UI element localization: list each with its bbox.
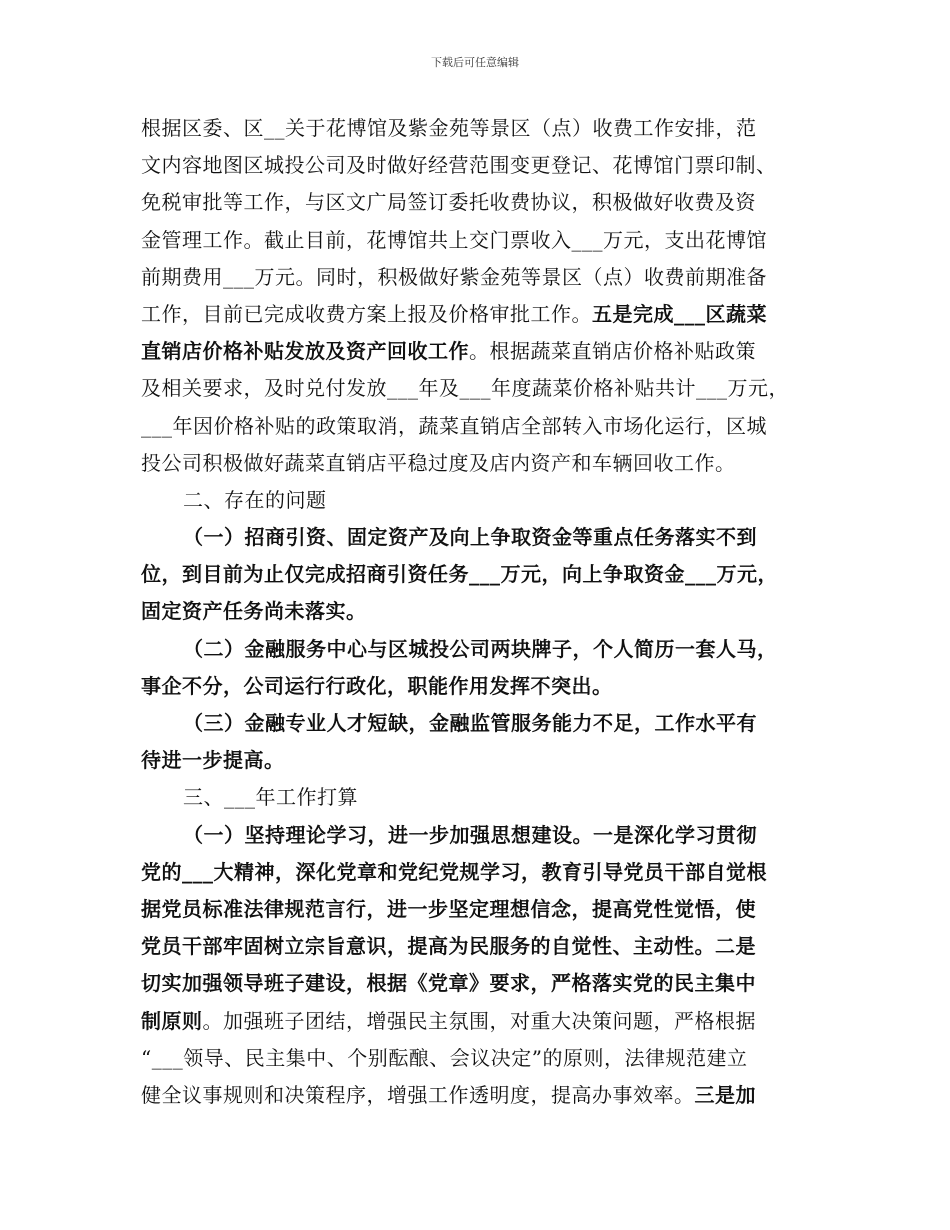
text-line [141,556,821,593]
text-line [141,1003,821,1040]
text-line [141,1040,821,1077]
text-line [141,370,821,407]
text-segment: 三、___年工作打算 [183,785,358,810]
bold-text-segment: 事企不分，公司运行行政化，职能作用发挥不突出。 [141,673,613,698]
bold-text-segment: 三是加 [694,1082,756,1107]
text-segment: 投公司积极做好蔬菜直销店平稳过度及店内资产和车辆回收工作。 [141,450,736,475]
text-line [141,928,821,965]
text-line [141,742,821,779]
text-line [141,519,821,556]
text-segment: 。加强班子团结，增强民主氛围，对重大决策问题，严格根据 [202,1008,756,1033]
text-line [141,408,821,445]
text-segment: 根据区委、区__关于花博馆及紫金苑等景区（点）收费工作安排，范 [141,116,757,140]
text-line [141,817,821,854]
text-line [141,296,821,333]
text-line [141,222,821,259]
bold-text-segment: 位，到目前为止仅完成招商引资任务___万元，向上争取资金___万元， [141,562,778,587]
bold-text-segment: 党的___大精神，深化党章和党纪党规学习，教育引导党员干部自觉根 [141,859,767,884]
text-line [141,259,821,296]
text-segment: 。根据蔬菜直销店价格补贴政策 [469,339,756,364]
text-line [141,110,821,147]
text-segment: “___领导、民主集中、个别酝酿、会议决定”的原则，法律规范建立 [141,1045,748,1070]
text-line [141,854,821,891]
bold-text-segment: （二）金融服务中心与区城投公司两块牌子，个人简历一套人马， [183,636,778,661]
text-segment: 及相关要求，及时兑付发放___年及___年度蔬菜价格补贴共计___万元， [141,376,789,401]
bold-text-segment: 制原则 [141,1008,203,1033]
bold-text-segment: 据党员标准法律规范言行，进一步坚定理想信念，提高党性觉悟，使 [141,896,756,921]
text-segment: 健全议事规则和决策程序，增强工作透明度，提高办事效率。 [141,1082,695,1107]
page-header: 下载后可任意编辑 [431,56,519,69]
text-line [141,482,821,519]
bold-text-segment: 固定资产任务尚未落实。 [141,599,367,624]
text-segment: 文内容地图区城投公司及时做好经营范围变更登记、花博馆门票印制、 [141,153,777,178]
bold-text-segment: 五是完成___区蔬菜 [592,301,767,326]
text-segment: 前期费用___万元。同时，积极做好紫金苑等景区（点）收费前期准备 [141,264,767,289]
text-segment: 免税审批等工作，与区文广局签订委托收费协议，积极做好收费及资 [141,190,756,215]
bold-text-segment: 党员干部牢固树立宗旨意识，提高为民服务的自觉性、主动性。二是 [141,934,756,959]
document-body [141,110,821,1114]
bold-text-segment: 切实加强领导班子建设，根据《党章》要求，严格落实党的民主集中 [141,971,756,996]
text-segment: 二、存在的问题 [183,487,327,512]
bold-text-segment: 直销店价格补贴发放及资产回收工作 [141,339,469,364]
text-line [141,631,821,668]
text-line [141,593,821,630]
text-line [141,965,821,1002]
text-line [141,779,821,816]
text-line [141,147,821,184]
text-segment: 金管理工作。截止目前，花博馆共上交门票收入___万元，支出花博馆 [141,227,767,252]
text-line [141,1077,821,1114]
text-line [141,445,821,482]
bold-text-segment: （三）金融专业人才短缺，金融监管服务能力不足，工作水平有 [183,711,757,735]
text-segment: 工作，目前已完成收费方案上报及价格审批工作。 [141,301,592,326]
text-line [141,668,821,705]
text-line [141,705,821,742]
text-line [141,184,821,221]
text-line [141,333,821,370]
text-line [141,891,821,928]
text-segment: ___年因价格补贴的政策取消，蔬菜直销店全部转入市场化运行，区城 [141,413,767,438]
bold-text-segment: 待进一步提高。 [141,748,285,773]
bold-text-segment: （一）坚持理论学习，进一步加强思想建设。一是深化学习贯彻 [183,822,757,847]
bold-text-segment: （一）招商引资、固定资产及向上争取资金等重点任务落实不到 [183,525,757,550]
